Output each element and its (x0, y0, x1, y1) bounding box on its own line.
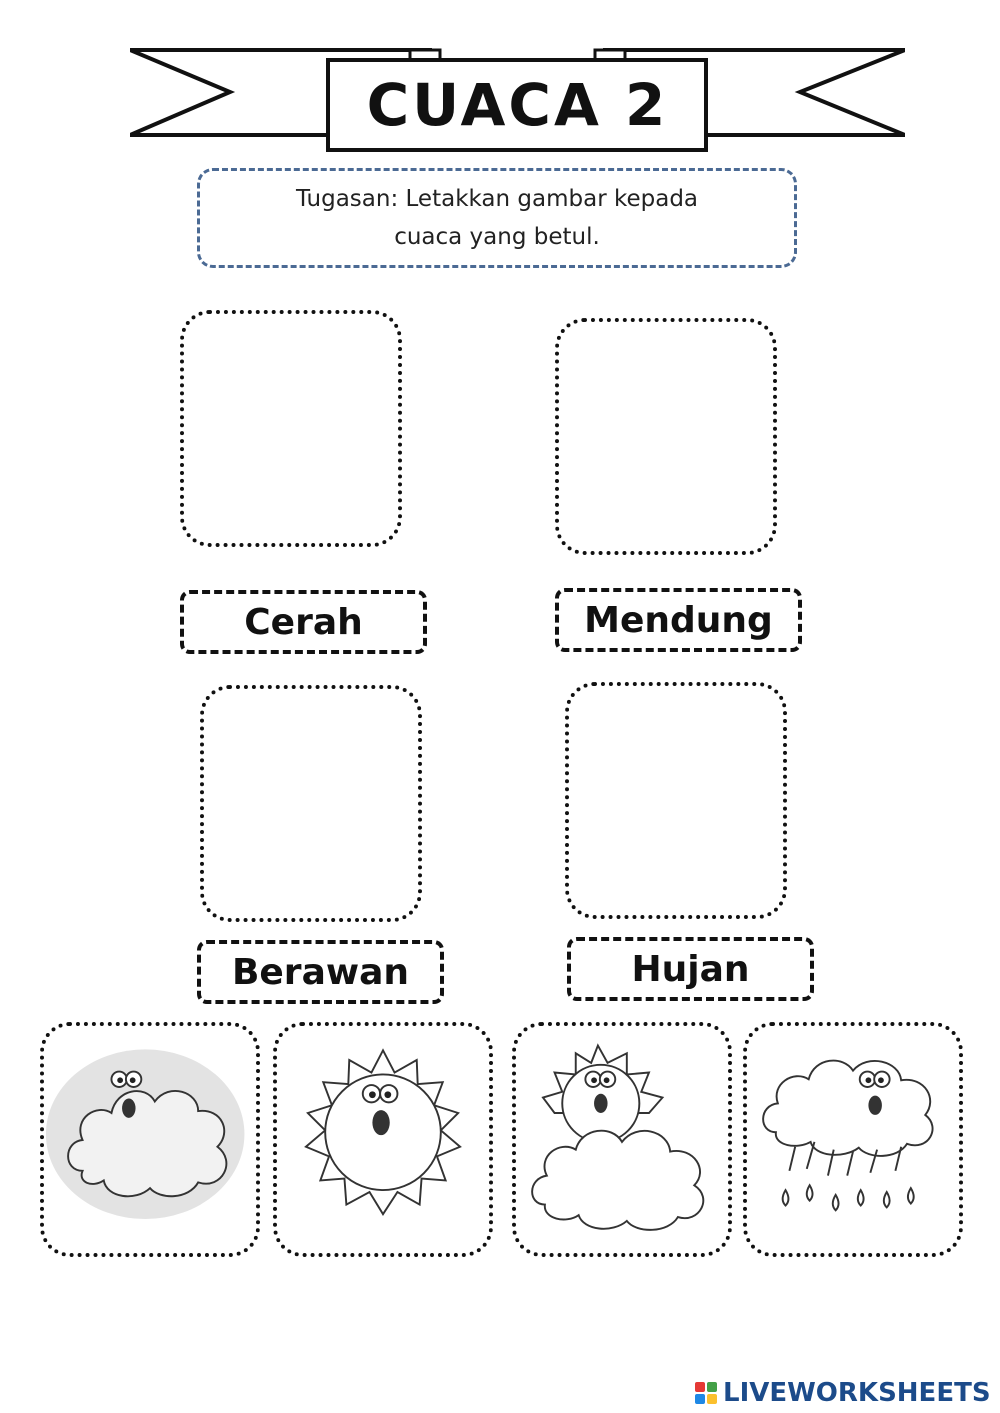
label-mendung: Mendung (555, 588, 802, 652)
label-berawan: Berawan (197, 940, 444, 1004)
instruction-line-1: Tugasan: Letakkan gambar kepada (295, 186, 699, 212)
sun-behind-cloud-icon (516, 1026, 728, 1253)
sun-icon (277, 1026, 489, 1253)
logo-block-4 (707, 1394, 717, 1404)
picture-card-cloud[interactable] (40, 1022, 260, 1257)
logo-block-1 (695, 1382, 705, 1392)
rain-cloud-icon (747, 1026, 959, 1253)
logo-block-2 (707, 1382, 717, 1392)
drop-zone-mendung[interactable] (555, 318, 777, 555)
instruction-line-2: cuaca yang betul. (394, 224, 600, 250)
footer-brand (695, 1375, 995, 1411)
drop-zone-berawan[interactable] (200, 685, 422, 922)
cloud-icon (44, 1026, 256, 1253)
picture-card-sun-cloud[interactable] (512, 1022, 732, 1257)
page-title: CUACA 2 (366, 71, 669, 139)
picture-card-rain[interactable] (743, 1022, 963, 1257)
label-cerah: Cerah (180, 590, 427, 654)
label-hujan: Hujan (567, 937, 814, 1001)
logo-block-3 (695, 1394, 705, 1404)
liveworksheets-logo-icon (695, 1382, 717, 1404)
drop-zone-cerah[interactable] (180, 310, 402, 547)
brand-name: LIVEWORKSHEETS (723, 1378, 991, 1408)
drop-zone-hujan[interactable] (565, 682, 787, 919)
picture-card-sun[interactable] (273, 1022, 493, 1257)
instruction-box (197, 168, 797, 268)
